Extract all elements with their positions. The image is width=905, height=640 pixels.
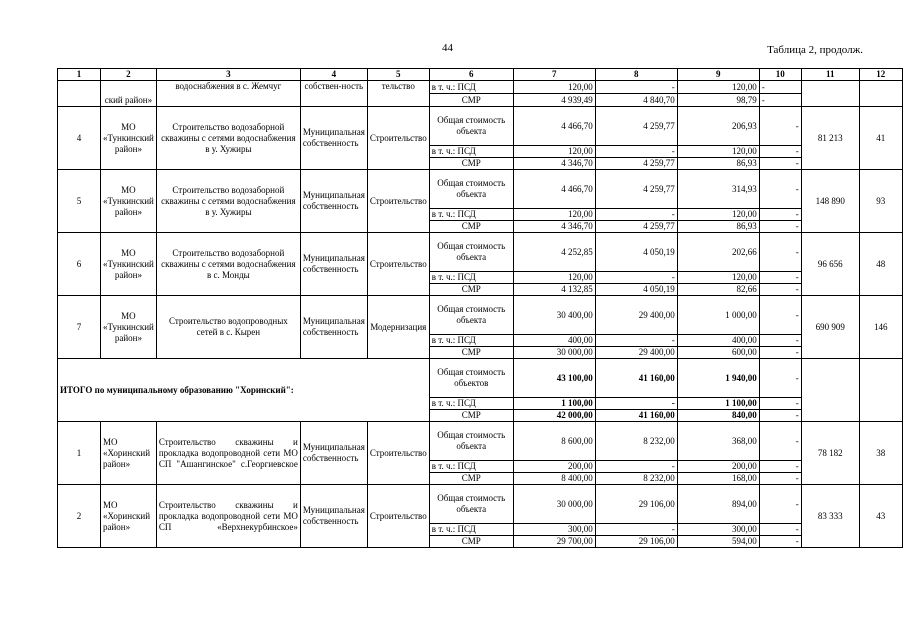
type-cell: Строительство: [367, 233, 429, 296]
desc-cell: Строительство скважины и прокладка водопроводной сети МО СП «Верхнекурбинское»: [156, 485, 300, 548]
value-cell: 41 160,00: [595, 359, 677, 398]
desc-cell: Строительство водозаборной скважины с сетями водоснабжения в у. Хужиры: [156, 107, 300, 170]
value-cell: -: [759, 410, 801, 422]
value-cell: 86,93: [677, 221, 759, 233]
type-cell: Строительство: [367, 485, 429, 548]
value-cell: 300,00: [513, 524, 595, 536]
value-cell: 4 346,70: [513, 158, 595, 170]
type-cell: Строительство: [367, 107, 429, 170]
value-cell: -: [595, 272, 677, 284]
table-row: [58, 296, 903, 335]
row-label: СМР: [429, 94, 513, 107]
value-cell: 1 000,00: [677, 296, 759, 335]
row-label: Общая стоимость объекта: [429, 233, 513, 272]
row-label: в т. ч.: ПСД: [429, 461, 513, 473]
header-cell: 7: [513, 69, 595, 81]
budget-table: [57, 68, 903, 548]
total-row: [58, 359, 903, 398]
value-cell: -: [759, 81, 801, 94]
population-cell: 78 182: [801, 422, 859, 485]
value-cell: -: [759, 221, 801, 233]
value-cell: -: [759, 94, 801, 107]
count-cell: 146: [859, 296, 902, 359]
row-label: Общая стоимость объекта: [429, 170, 513, 209]
record-number: 7: [58, 296, 101, 359]
value-cell: 400,00: [513, 335, 595, 347]
value-cell: -: [595, 209, 677, 221]
type-cell: Строительство: [367, 170, 429, 233]
header-cell: 4: [300, 69, 367, 81]
value-cell: 43 100,00: [513, 359, 595, 398]
value-cell: 41 160,00: [595, 410, 677, 422]
value-cell: 400,00: [677, 335, 759, 347]
row-label: СМР: [429, 410, 513, 422]
value-cell: 1 100,00: [513, 398, 595, 410]
value-cell: -: [759, 335, 801, 347]
value-cell: 42 000,00: [513, 410, 595, 422]
value-cell: 4 840,70: [595, 94, 677, 107]
value-cell: -: [759, 170, 801, 209]
value-cell: 4 466,70: [513, 170, 595, 209]
row-label: Общая стоимость объекта: [429, 107, 513, 146]
row-label: в т. ч.: ПСД: [429, 524, 513, 536]
row-label: Общая стоимость объекта: [429, 422, 513, 461]
value-cell: 98,79: [677, 94, 759, 107]
value-cell: 29 106,00: [595, 485, 677, 524]
header-row: [58, 69, 903, 81]
header-cell: 2: [101, 69, 157, 81]
value-cell: 82,66: [677, 284, 759, 296]
value-cell: 168,00: [677, 473, 759, 485]
table-row: [58, 233, 903, 272]
table-row: [58, 485, 903, 524]
value-cell: 4 132,85: [513, 284, 595, 296]
table-row: [58, 170, 903, 209]
mo-cell: МО «Хоринский район»: [101, 422, 157, 485]
row-label: в т. ч.: ПСД: [429, 209, 513, 221]
value-cell: 8 400,00: [513, 473, 595, 485]
count-cell: 48: [859, 233, 902, 296]
population-cell: 690 909: [801, 296, 859, 359]
value-cell: 368,00: [677, 422, 759, 461]
row-label: в т. ч.: ПСД: [429, 398, 513, 410]
mo-cell: МО «Тункинский район»: [101, 296, 157, 359]
value-cell: 4 939,49: [513, 94, 595, 107]
row-label: Общая стоимость объекта: [429, 485, 513, 524]
ownership-cell: Муниципальная собственность: [300, 233, 367, 296]
mo-cell: МО «Тункинский район»: [101, 107, 157, 170]
table-row: [58, 107, 903, 146]
value-cell: 206,93: [677, 107, 759, 146]
value-cell: -: [759, 347, 801, 359]
value-cell: 8 232,00: [595, 422, 677, 461]
value-cell: -: [759, 272, 801, 284]
header-cell: 1: [58, 69, 101, 81]
population-cell: 96 656: [801, 233, 859, 296]
header-cell: 8: [595, 69, 677, 81]
value-cell: 8 600,00: [513, 422, 595, 461]
row-label: в т. ч.: ПСД: [429, 81, 513, 94]
table-row: [58, 422, 903, 461]
value-cell: 600,00: [677, 347, 759, 359]
value-cell: -: [595, 398, 677, 410]
mo-cell: МО «Тункинский район»: [101, 233, 157, 296]
value-cell: 29 106,00: [595, 536, 677, 548]
value-cell: -: [759, 524, 801, 536]
ownership-cell: Муниципальная собственность: [300, 107, 367, 170]
header-cell: 9: [677, 69, 759, 81]
value-cell: 200,00: [677, 461, 759, 473]
value-cell: 120,00: [677, 209, 759, 221]
value-cell: -: [759, 359, 801, 398]
table-caption: Таблица 2, продолж.: [767, 44, 863, 56]
value-cell: 30 400,00: [513, 296, 595, 335]
record-number: 6: [58, 233, 101, 296]
record-number: 1: [58, 422, 101, 485]
record-number: 2: [58, 485, 101, 548]
mo-cell: МО «Тункинский район»: [101, 170, 157, 233]
desc-cell: водоснабжения в с. Жемчуг: [156, 81, 300, 107]
header-cell: 12: [859, 69, 902, 81]
value-cell: 4 466,70: [513, 107, 595, 146]
value-cell: 4 259,77: [595, 158, 677, 170]
value-cell: -: [759, 461, 801, 473]
value-cell: 314,93: [677, 170, 759, 209]
type-cell: тельство: [367, 81, 429, 107]
count-cell: 43: [859, 485, 902, 548]
row-label: в т. ч.: ПСД: [429, 272, 513, 284]
value-cell: 200,00: [513, 461, 595, 473]
value-cell: -: [759, 209, 801, 221]
desc-cell: Строительство водозаборной скважины с сетями водоснабжения в с. Монды: [156, 233, 300, 296]
value-cell: 840,00: [677, 410, 759, 422]
count-cell: 93: [859, 170, 902, 233]
page-number: 44: [442, 42, 453, 54]
row-label: Общая стоимость объекта: [429, 296, 513, 335]
row-label: СМР: [429, 158, 513, 170]
value-cell: -: [759, 296, 801, 335]
value-cell: 29 700,00: [513, 536, 595, 548]
value-cell: 29 400,00: [595, 347, 677, 359]
ownership-cell: Муниципальная собственность: [300, 485, 367, 548]
row-label: в т. ч.: ПСД: [429, 146, 513, 158]
value-cell: 4 259,77: [595, 221, 677, 233]
row-label: Общая стоимость объектов: [429, 359, 513, 398]
value-cell: -: [595, 335, 677, 347]
count-cell: 38: [859, 422, 902, 485]
value-cell: 120,00: [677, 81, 759, 94]
value-cell: -: [759, 146, 801, 158]
value-cell: -: [759, 233, 801, 272]
value-cell: 894,00: [677, 485, 759, 524]
value-cell: 300,00: [677, 524, 759, 536]
value-cell: 30 000,00: [513, 347, 595, 359]
value-cell: 4 050,19: [595, 233, 677, 272]
value-cell: -: [595, 461, 677, 473]
value-cell: 8 232,00: [595, 473, 677, 485]
desc-cell: Строительство водозаборной скважины с сетями водоснабжения в у. Хужиры: [156, 170, 300, 233]
value-cell: -: [759, 284, 801, 296]
value-cell: -: [595, 524, 677, 536]
value-cell: 29 400,00: [595, 296, 677, 335]
value-cell: 30 000,00: [513, 485, 595, 524]
empty-cell: [859, 359, 902, 422]
value-cell: 120,00: [513, 146, 595, 158]
header-cell: 6: [429, 69, 513, 81]
value-cell: -: [759, 422, 801, 461]
header-cell: 11: [801, 69, 859, 81]
value-cell: -: [759, 485, 801, 524]
value-cell: 202,66: [677, 233, 759, 272]
value-cell: 120,00: [513, 272, 595, 284]
desc-cell: Строительство скважины и прокладка водопроводной сети МО СП "Ашангинское" с.Георгиевское: [156, 422, 300, 485]
row-label: СМР: [429, 536, 513, 548]
value-cell: -: [595, 146, 677, 158]
population-cell: 148 890: [801, 170, 859, 233]
ownership-cell: Муниципальная собственность: [300, 422, 367, 485]
empty-cell: [801, 359, 859, 422]
value-cell: 120,00: [513, 81, 595, 94]
header-cell: 3: [156, 69, 300, 81]
value-cell: -: [759, 473, 801, 485]
value-cell: -: [759, 107, 801, 146]
value-cell: 4 346,70: [513, 221, 595, 233]
count-cell: 41: [859, 107, 902, 170]
mo-cell: МО «Хоринский район»: [101, 485, 157, 548]
value-cell: -: [595, 81, 677, 94]
type-cell: Строительство: [367, 422, 429, 485]
value-cell: -: [759, 536, 801, 548]
row-label: СМР: [429, 347, 513, 359]
value-cell: 120,00: [513, 209, 595, 221]
value-cell: 120,00: [677, 272, 759, 284]
ownership-cell: Муниципальная собственность: [300, 296, 367, 359]
row-label: СМР: [429, 221, 513, 233]
value-cell: 4 259,77: [595, 170, 677, 209]
record-number: 5: [58, 170, 101, 233]
table-row: [58, 81, 903, 94]
value-cell: -: [759, 158, 801, 170]
type-cell: Модернизация: [367, 296, 429, 359]
value-cell: 4 252,85: [513, 233, 595, 272]
value-cell: 1 940,00: [677, 359, 759, 398]
ownership-cell: Муниципальная собственность: [300, 170, 367, 233]
value-cell: 86,93: [677, 158, 759, 170]
ownership-cell: собствен-ность: [300, 81, 367, 107]
population-cell: 81 213: [801, 107, 859, 170]
row-label: СМР: [429, 473, 513, 485]
desc-cell: Строительство водопроводных сетей в с. Кырен: [156, 296, 300, 359]
value-cell: 594,00: [677, 536, 759, 548]
value-cell: 120,00: [677, 146, 759, 158]
row-label: СМР: [429, 284, 513, 296]
population-cell: 83 333: [801, 485, 859, 548]
value-cell: 4 050,19: [595, 284, 677, 296]
itogo-label: ИТОГО по муниципальному образованию "Хоринский":: [58, 359, 430, 422]
row-label: в т. ч.: ПСД: [429, 335, 513, 347]
header-cell: 10: [759, 69, 801, 81]
header-cell: 5: [367, 69, 429, 81]
mo-cell: ский район»: [101, 81, 157, 107]
value-cell: -: [759, 398, 801, 410]
value-cell: 1 100,00: [677, 398, 759, 410]
record-number: 4: [58, 107, 101, 170]
value-cell: 4 259,77: [595, 107, 677, 146]
